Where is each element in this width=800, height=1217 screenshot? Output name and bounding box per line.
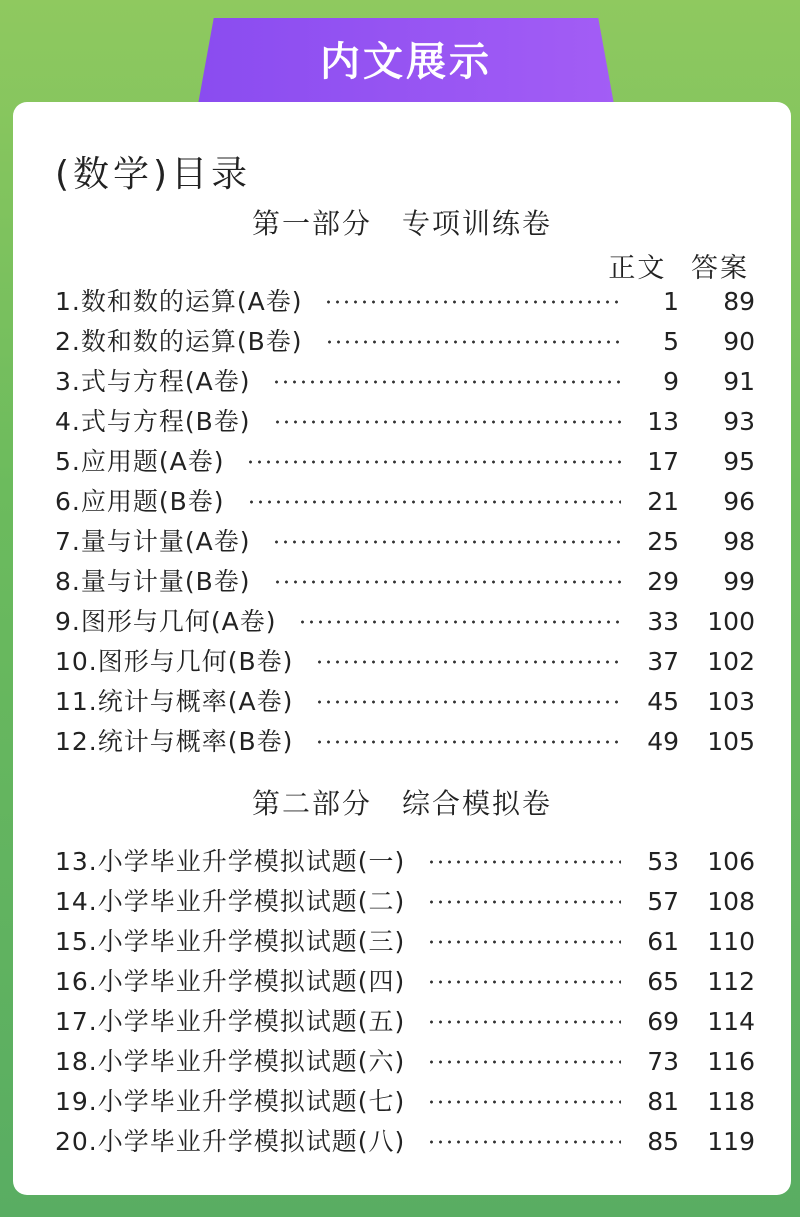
toc-page-number: 45 bbox=[647, 687, 679, 716]
toc-page-number: 73 bbox=[647, 1047, 679, 1076]
toc-page-number: 53 bbox=[647, 847, 679, 876]
toc-page-number: 81 bbox=[647, 1087, 679, 1116]
toc-row bbox=[55, 1122, 755, 1162]
toc-answer-page: 116 bbox=[707, 1047, 755, 1076]
toc-answer-page: 110 bbox=[707, 927, 755, 956]
toc-row bbox=[55, 682, 755, 722]
toc-row bbox=[55, 322, 755, 362]
toc-item-label: 13.小学毕业升学模拟试题(一) bbox=[55, 847, 406, 876]
toc-page-number: 57 bbox=[647, 887, 679, 916]
toc-row bbox=[55, 722, 755, 762]
toc-item-label: 8.量与计量(B卷) bbox=[55, 567, 251, 596]
toc-leader-dots bbox=[246, 460, 621, 464]
toc-item-label: 5.应用题(A卷) bbox=[55, 447, 225, 476]
toc-answer-page: 98 bbox=[723, 527, 755, 556]
toc-page-number: 21 bbox=[647, 487, 679, 516]
toc-leader-dots bbox=[273, 580, 621, 584]
toc-answer-page: 119 bbox=[707, 1127, 755, 1156]
toc-leader-dots bbox=[315, 700, 621, 704]
toc-page-number: 29 bbox=[647, 567, 679, 596]
toc-leader-dots bbox=[272, 540, 621, 544]
toc-leader-dots bbox=[324, 300, 621, 304]
toc-item-label: 4.式与方程(B卷) bbox=[55, 407, 251, 436]
toc-page-number: 65 bbox=[647, 967, 679, 996]
toc-row bbox=[55, 362, 755, 402]
toc-item-label: 16.小学毕业升学模拟试题(四) bbox=[55, 967, 406, 996]
toc-leader-dots bbox=[427, 1060, 621, 1064]
section-heading-2: 第二部分 综合模拟卷 bbox=[251, 787, 552, 820]
toc-answer-page: 100 bbox=[707, 607, 755, 636]
toc-page-number: 85 bbox=[647, 1127, 679, 1156]
toc-answer-page: 90 bbox=[723, 327, 755, 356]
toc-leader-dots bbox=[273, 420, 621, 424]
toc-leader-dots bbox=[272, 380, 621, 384]
toc-leader-dots bbox=[315, 740, 621, 744]
banner-title: 内文展示 bbox=[320, 39, 492, 85]
toc-page-number: 13 bbox=[647, 407, 679, 436]
toc-card bbox=[13, 102, 791, 1195]
toc-page-number: 1 bbox=[663, 287, 679, 316]
toc-leader-dots bbox=[298, 620, 621, 624]
toc-item-label: 17.小学毕业升学模拟试题(五) bbox=[55, 1007, 406, 1036]
toc-row bbox=[55, 442, 755, 482]
toc-page-number: 9 bbox=[663, 367, 679, 396]
toc-item-label: 20.小学毕业升学模拟试题(八) bbox=[55, 1127, 406, 1156]
toc-row bbox=[55, 282, 755, 322]
toc-answer-page: 91 bbox=[723, 367, 755, 396]
toc-leader-dots bbox=[427, 980, 621, 984]
toc-answer-page: 93 bbox=[723, 407, 755, 436]
toc-leader-dots bbox=[427, 1100, 621, 1104]
toc-leader-dots bbox=[427, 1140, 621, 1144]
toc-answer-page: 89 bbox=[723, 287, 755, 316]
toc-item-label: 18.小学毕业升学模拟试题(六) bbox=[55, 1047, 406, 1076]
toc-page-number: 5 bbox=[663, 327, 679, 356]
toc-leader-dots bbox=[427, 900, 621, 904]
toc-row bbox=[55, 882, 755, 922]
toc-page-number: 25 bbox=[647, 527, 679, 556]
document-title: (数学)目录 bbox=[55, 154, 252, 195]
toc-row bbox=[55, 922, 755, 962]
toc-row bbox=[55, 562, 755, 602]
toc-answer-page: 114 bbox=[707, 1007, 755, 1036]
toc-item-label: 14.小学毕业升学模拟试题(二) bbox=[55, 887, 406, 916]
toc-item-label: 3.式与方程(A卷) bbox=[55, 367, 251, 396]
toc-item-label: 6.应用题(B卷) bbox=[55, 487, 225, 516]
toc-page-number: 33 bbox=[647, 607, 679, 636]
toc-row bbox=[55, 402, 755, 442]
toc-row bbox=[55, 522, 755, 562]
toc-row bbox=[55, 842, 755, 882]
toc-item-label: 19.小学毕业升学模拟试题(七) bbox=[55, 1087, 406, 1116]
toc-row bbox=[55, 1082, 755, 1122]
column-header-page: 正文 bbox=[608, 253, 667, 284]
toc-leader-dots bbox=[315, 660, 621, 664]
toc-row bbox=[55, 1042, 755, 1082]
toc-leader-dots bbox=[325, 340, 621, 344]
toc-item-label: 7.量与计量(A卷) bbox=[55, 527, 251, 556]
toc-answer-page: 99 bbox=[723, 567, 755, 596]
toc-item-label: 10.图形与几何(B卷) bbox=[55, 647, 294, 676]
toc-row bbox=[55, 642, 755, 682]
toc-item-label: 2.数和数的运算(B卷) bbox=[55, 327, 303, 356]
toc-leader-dots bbox=[247, 500, 621, 504]
toc-row bbox=[55, 1002, 755, 1042]
toc-leader-dots bbox=[427, 860, 621, 864]
toc-answer-page: 118 bbox=[707, 1087, 755, 1116]
toc-answer-page: 103 bbox=[707, 687, 755, 716]
toc-row bbox=[55, 962, 755, 1002]
toc-item-label: 15.小学毕业升学模拟试题(三) bbox=[55, 927, 406, 956]
toc-page-number: 37 bbox=[647, 647, 679, 676]
toc-leader-dots bbox=[427, 940, 621, 944]
toc-page-number: 61 bbox=[647, 927, 679, 956]
toc-answer-page: 106 bbox=[707, 847, 755, 876]
column-headers bbox=[594, 246, 749, 285]
toc-row bbox=[55, 602, 755, 642]
toc-item-label: 11.统计与概率(A卷) bbox=[55, 687, 294, 716]
toc-answer-page: 112 bbox=[707, 967, 755, 996]
toc-leader-dots bbox=[427, 1020, 621, 1024]
toc-answer-page: 105 bbox=[707, 727, 755, 756]
toc-page-number: 49 bbox=[647, 727, 679, 756]
toc-answer-page: 95 bbox=[723, 447, 755, 476]
toc-page-number: 69 bbox=[647, 1007, 679, 1036]
toc-item-label: 1.数和数的运算(A卷) bbox=[55, 287, 303, 316]
toc-item-label: 12.统计与概率(B卷) bbox=[55, 727, 294, 756]
column-header-answer: 答案 bbox=[691, 253, 749, 284]
toc-page-number: 17 bbox=[647, 447, 679, 476]
toc-item-label: 9.图形与几何(A卷) bbox=[55, 607, 277, 636]
toc-answer-page: 108 bbox=[707, 887, 755, 916]
toc-answer-page: 96 bbox=[723, 487, 755, 516]
toc-answer-page: 102 bbox=[707, 647, 755, 676]
section-heading-1: 第一部分 专项训练卷 bbox=[251, 207, 552, 240]
toc-row bbox=[55, 482, 755, 522]
